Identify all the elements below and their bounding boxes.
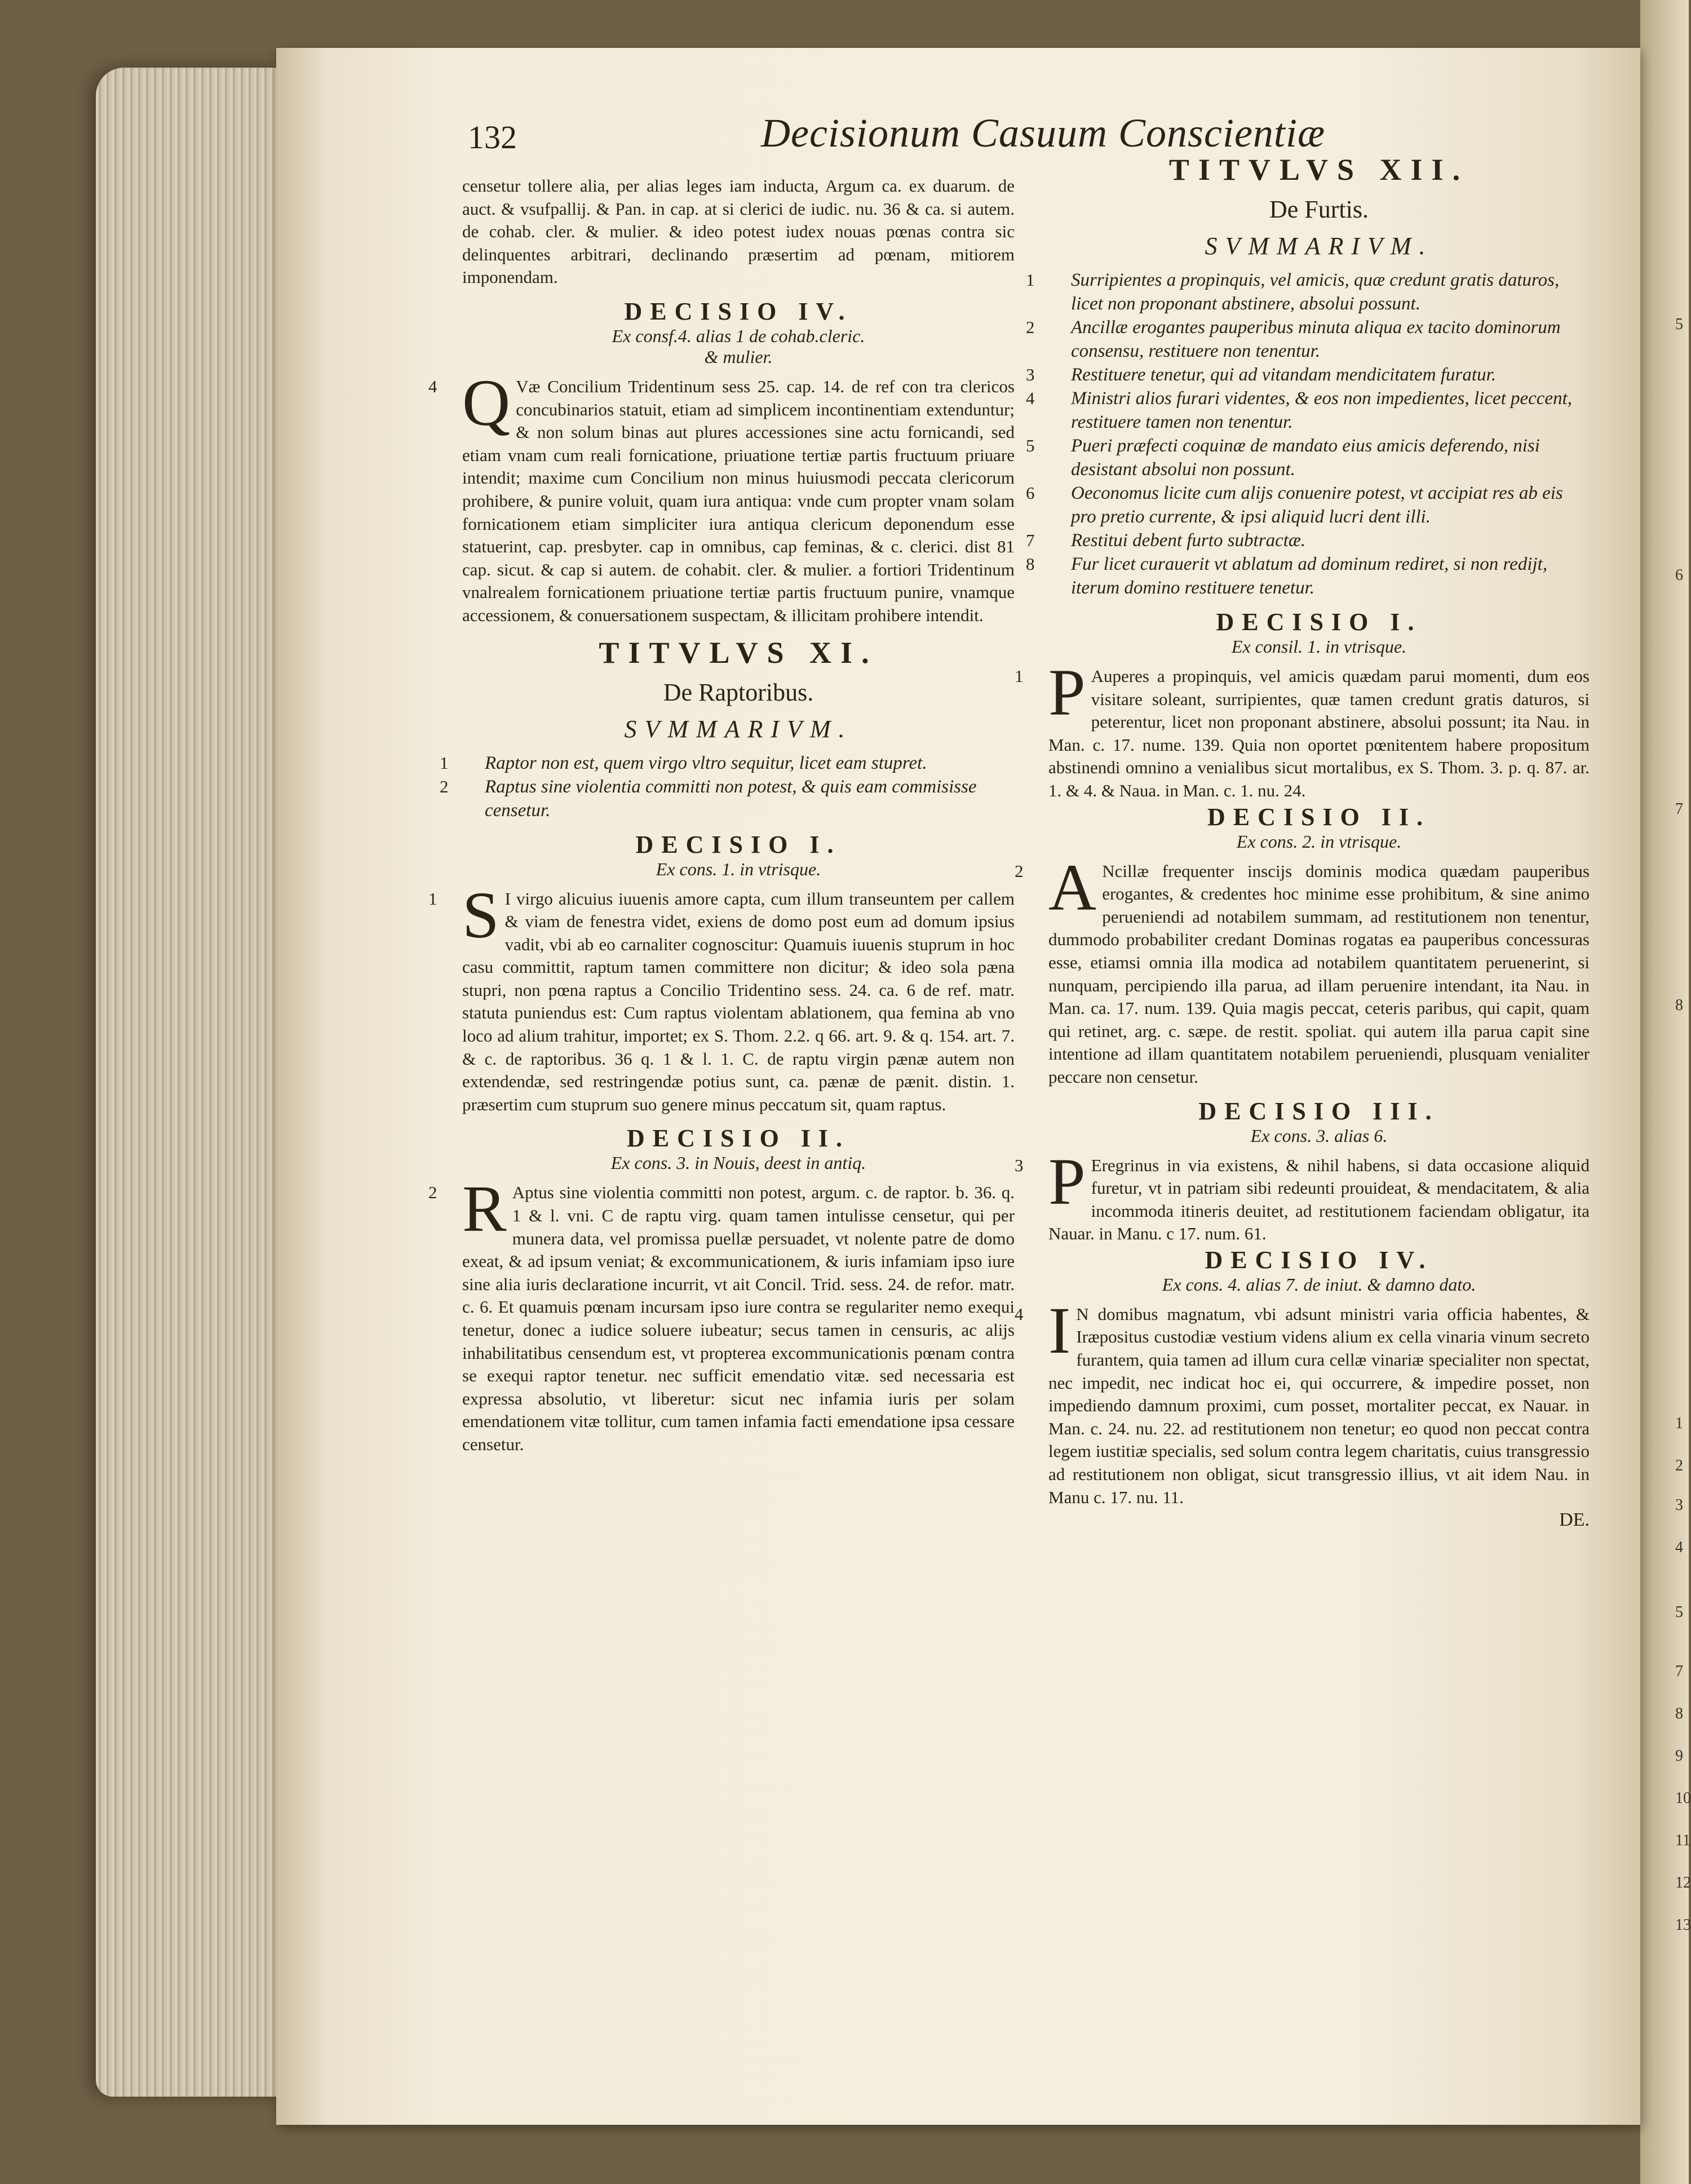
right-column xyxy=(1015,152,1590,1532)
decisio-paragraph xyxy=(1015,655,1590,803)
facing-num: 4 xyxy=(1675,1539,1683,1556)
titulus-subject: De Raptoribus. xyxy=(663,678,814,706)
decisio-source: Ex cons. 3. in Nouis, deest in antiq. xyxy=(610,1153,866,1173)
summarium-heading: SVMMARIVM. xyxy=(624,715,853,743)
decisio-heading: DECISIO II. xyxy=(1207,803,1431,831)
decisio-source: Ex consil. 1. in vtrisque. xyxy=(1231,636,1407,657)
decisio-paragraph xyxy=(428,878,1015,1117)
facing-num: 9 xyxy=(1675,1747,1683,1765)
item-text: Ancillæ erogantes pauperibus minuta aliqua ex tacito dominorum consensu, restituere non tenentur. xyxy=(1071,317,1561,361)
decisio-paragraph xyxy=(1015,1293,1590,1509)
margin-number: 4 xyxy=(428,376,437,396)
initial-letter: P xyxy=(1048,655,1086,729)
decisio-source: & mulier. xyxy=(704,346,773,367)
facing-num: 8 xyxy=(1675,1705,1683,1722)
facing-num: 13 xyxy=(1675,1916,1691,1934)
facing-num: 5 xyxy=(1675,316,1683,333)
facing-num: 1 xyxy=(1675,1415,1683,1432)
summarium-item xyxy=(440,751,1015,775)
left-column xyxy=(428,175,1015,1456)
facing-num: 8 xyxy=(1675,996,1683,1014)
item-number: 8 xyxy=(1026,554,1035,574)
item-number: 2 xyxy=(1026,317,1035,337)
summarium-heading: SVMMARIVM. xyxy=(1205,232,1433,260)
summarium-item xyxy=(1026,434,1590,481)
item-number: 2 xyxy=(440,776,449,796)
item-number: 1 xyxy=(1026,270,1035,290)
decisio-heading: DECISIO IV. xyxy=(1205,1246,1433,1274)
item-text: Pueri præfecti coquinæ de mandato eius amicis deferendo, nisi desistant absolui non possunt. xyxy=(1071,436,1540,480)
facing-num: 11 xyxy=(1675,1832,1690,1849)
paragraph-text: I virgo alicuius iuuenis amore capta, cum illum transeuntem per callem & viam de fenestra videt, exiens de domo post eum ad domum ipsius vadit, vbi ab eo carnaliter cognoscitur: Quamuis iuuenis stuprum in hoc casu committit, raptum tamen committere non dicitur; & ideo sola pæna stupri, non pœna raptus a Concilio Tridentino sess. 24. ca. 6 de ref. matr. statuta puniendus est: Cum raptus violentam ablationem, qua femina ab vno loco ad alium trahitur, importet; ex S. Thom. 2.2. q 66. art. 9. & q. 154. art. 7. & c. de raptoribus. 36 q. 1 & l. 1. C. de raptu virgin pænæ autem non extendendæ, sed restringendæ potius sunt, ca. pænæ de pænit. distin. 1. præsertim cum stuprum suo genere minus peccatum sit, quam raptus. xyxy=(462,888,1015,1114)
decisio-heading: DECISIO IV. xyxy=(624,297,853,325)
summarium-item xyxy=(1026,481,1590,529)
facing-num: 5 xyxy=(1675,1603,1683,1621)
initial-letter: A xyxy=(1048,850,1097,924)
catchword: DE. xyxy=(1559,1509,1590,1531)
decisio-source: Ex consf.4. alias 1 de cohab.cleric. xyxy=(612,325,865,346)
summarium-item xyxy=(1026,363,1590,387)
item-text: Restitui debent furto subtractæ. xyxy=(1071,530,1306,551)
item-text: Restituere tenetur, qui ad vitandam mendicitatem furatur. xyxy=(1071,365,1497,385)
summarium-list xyxy=(1026,268,1590,600)
margin-number: 1 xyxy=(428,888,437,909)
initial-letter: R xyxy=(462,1172,507,1246)
continued-paragraph: censetur tollere alia, per alias leges iam inducta, Argum ca. ex duarum. de auct. & vsufpallij. & Pan. in cap. at si clerici de iudic. nu. 36 & ca. si autem. de cohab. cler. & mulier. & ideo potest iudex nouas pœnas contra sic delinquentes arbitrari, declinando præsertim ad pœnam, mitiorem imponendam. xyxy=(462,176,1015,287)
initial-letter: S xyxy=(462,878,499,952)
item-text: Oeconomus licite cum alijs conuenire potest, vt accipiat res ab eis pro pretio currente, & ipsi aliquid lucri dent illi. xyxy=(1071,483,1563,527)
item-number: 6 xyxy=(1026,483,1035,503)
titulus-subject: De Furtis. xyxy=(1269,196,1369,223)
summarium-item xyxy=(1026,387,1590,434)
facing-num: 2 xyxy=(1675,1457,1683,1474)
item-number: 5 xyxy=(1026,436,1035,455)
decisio-source: Ex cons. 4. alias 7. de iniut. & damno dato. xyxy=(1162,1274,1476,1295)
initial-letter: P xyxy=(1048,1144,1086,1219)
decisio-heading: DECISIO II. xyxy=(626,1124,851,1153)
facing-num: 12 xyxy=(1675,1874,1691,1891)
decisio-heading: DECISIO III. xyxy=(1198,1097,1440,1125)
paragraph-text: N domibus magnatum, vbi adsunt ministri varia officia habentes, & Iræpositus custodiæ vestium videns alium ex cella vinaria vinum secreto furantem, quia tamen ad illum cura cellæ vinariæ specialiter non spectat, nec impedit, nec indicat hoc ei, qui occurrere, & impedire posset, non impediendo damnum proximi, cum posset, mortaliter peccat, ex Nauar. in Man. c. 24. nu. 22. ad restitutionem non tenetur; eo quod non peccat contra legem iustitiæ specialis, sed solum contra legem charitatis, cuius transgressio ad restitutionem non obligat, sicut transgressio illius, vt ait idem Nau. in Manu c. 17. nu. 11. xyxy=(1048,1304,1590,1507)
item-text: Raptus sine violentia committi non potest, & quis eam commisisse censetur. xyxy=(485,776,977,821)
summarium-item xyxy=(1026,529,1590,552)
margin-number: 1 xyxy=(1015,666,1024,686)
paragraph-text: Aptus sine violentia committi non potest, argum. c. de raptor. b. 36. q. 1 & l. vni. C de raptu virg. quam tamen intulisse censetur, qui per munera data, vel promissa puellæ persuadet, vt nolente patre de domo exeat, & ad ipsum veniat; & excommunicationem, & iuris infamiam ipso iure sine alia iuris declaratione incurrit, vt ait Concil. Trid. sess. 24. de refor. matr. c. 6. Et quamuis pœnam incursam ipso iure contra se regulariter nemo exequi tenetur, donec a iudice soluere iubeatur; secus tamen in censuris, ac alijs inhabilitatibus censendum est, vt propterea excommunicationis pœnam contra se exequi raptor tenetur. nec sufficit emendatio vitæ. sed necessaria est expressa absolutio, vt liberetur: sicut nec infamia iuris per solam emendationem vitæ tollitur, cum tamen infamia facti emendatione ipsa cessare censetur. xyxy=(462,1182,1015,1454)
item-number: 1 xyxy=(440,752,449,773)
book-page-edges xyxy=(96,68,287,2097)
facing-num: 6 xyxy=(1675,566,1683,584)
initial-letter: I xyxy=(1048,1293,1071,1367)
decisio-source: Ex cons. 1. in vtrisque. xyxy=(656,858,821,879)
decisio-paragraph xyxy=(428,1172,1015,1456)
item-number: 4 xyxy=(1026,388,1035,408)
paragraph-text: Væ Concilium Tridentinum sess 25. cap. 14. de ref con tra clericos concubinarios statuit, etiam ad simplicem incontinentiam extenduntur; & non solum binas aut plures accessiones sine actu fornicandi, sed etiam vnam cum reali fornicatione, priuatione tertiæ partis fructuum priuare intendit; maxime cum Concilium non minus huiusmodi peccata clericorum prohibere, & punire voluit, quam iura antiqua: vnde cum propter vnam solam fornicationem etiam simpliciter iura antiqua clericum deponendum esse statuerint, cap. presbyter. cap in omnibus, cap feminas, & c. clerici. dist 81 cap. sicut. & cap si autem. de cohabit. cler. & mulier. a fortiori Tridentinum vnalrealem fornicationem priuatione tertiæ partis fructuum punire, vnamque accessionem, & conuersationem suspectam, & illicitam prohibere intendit. xyxy=(462,376,1015,625)
facing-num: 7 xyxy=(1675,800,1683,818)
facing-num: 3 xyxy=(1675,1496,1683,1514)
paragraph-text: Eregrinus in via existens, & nihil habens, si data occasione aliquid furetur, vt in patriam sibi redeunti prouideat, & mendacitatem, & alia incommoda itineris deuitet, ad restitutionem faciendam obligatur, ita Nauar. in Manu. c 17. num. 61. xyxy=(1048,1155,1590,1244)
item-number: 7 xyxy=(1026,530,1035,550)
summarium-item xyxy=(1026,552,1590,600)
item-number: 3 xyxy=(1026,365,1035,384)
paragraph-text: Auperes a propinquis, vel amicis quædam parui momenti, dum eos visitare soleant, surripientes, quæ tamen credunt gratis daturos, si peterentur, licet non proponant abstinere, absolui possunt; ita Nau. in Man. c. 17. nume. 139. Quia non oportet pœnitentem habere propositum abstinendi omnino a venialibus sicut mortalibus, ex S. Thom. 3. p. q. 87. ar. 1. & 4. & Naua. in Man. c. 1. nu. 24. xyxy=(1048,666,1590,800)
margin-number: 4 xyxy=(1015,1304,1024,1324)
titulus-heading: TITVLVS XII. xyxy=(1168,153,1469,187)
item-text: Surripientes a propinquis, vel amicis, quæ credunt gratis daturos, licet non proponant abstinere, absolui possunt. xyxy=(1071,270,1560,314)
facing-num: 7 xyxy=(1675,1663,1683,1680)
decisio-source: Ex cons. 2. in vtrisque. xyxy=(1236,831,1402,852)
summarium-item xyxy=(1026,268,1590,316)
summarium-list xyxy=(440,751,1015,822)
summarium-item xyxy=(440,775,1015,822)
decisio-paragraph xyxy=(1015,850,1590,1089)
facing-num: 10 xyxy=(1675,1789,1691,1807)
summarium-item xyxy=(1026,316,1590,363)
item-text: Raptor non est, quem virgo vltro sequitur, licet eam stupret. xyxy=(485,752,927,773)
item-text: Fur licet curauerit vt ablatum ad dominum rediret, si non redijt, iterum domino restituere tenetur. xyxy=(1071,554,1548,598)
decisio-heading: DECISIO I. xyxy=(1216,608,1422,636)
paragraph-text: Ncillæ frequenter inscijs dominis modica quædam pauperibus erogantes, & credentes hoc minime esse prohibitum, & sine animo perueniendi ad notabilem summam, ad restitutionem non tenentur, dummodo probabiliter credant Dominas rogatas ea pauperibus concessuras esse, etiamsi omnia illa modica ad notabilem quantitatem peruenerint, si nunquam, percipiendo illa parua, ad illam peruenire intendant, ita Nau. in Man. ca. 17. num. 139. Quia magis peccat, ceteris paribus, qui capit, quam qui retinet, arg. c. sæpe. de restit. spoliat. qui autem illa parua capit sine intentione ad illam quantitatem notabilem perueniendi, plusquam venialiter peccare non censetur. xyxy=(1048,861,1590,1087)
item-text: Ministri alios furari videntes, & eos non impedientes, licet peccent, restituere tamen non tenentur. xyxy=(1071,388,1573,432)
initial-letter: Q xyxy=(462,365,511,440)
decisio-source: Ex cons. 3. alias 6. xyxy=(1250,1125,1388,1146)
titulus-heading: TITVLVS XI. xyxy=(599,635,878,670)
decisio-heading: DECISIO I. xyxy=(635,830,842,858)
page-number: 132 xyxy=(468,119,517,156)
margin-number: 2 xyxy=(1015,861,1024,881)
decisio-paragraph xyxy=(428,365,1015,627)
running-title: Decisionum Casuum Conscientiæ xyxy=(761,110,1325,156)
decisio-paragraph xyxy=(1015,1144,1590,1246)
margin-number: 3 xyxy=(1015,1155,1024,1175)
margin-number: 2 xyxy=(428,1182,437,1203)
